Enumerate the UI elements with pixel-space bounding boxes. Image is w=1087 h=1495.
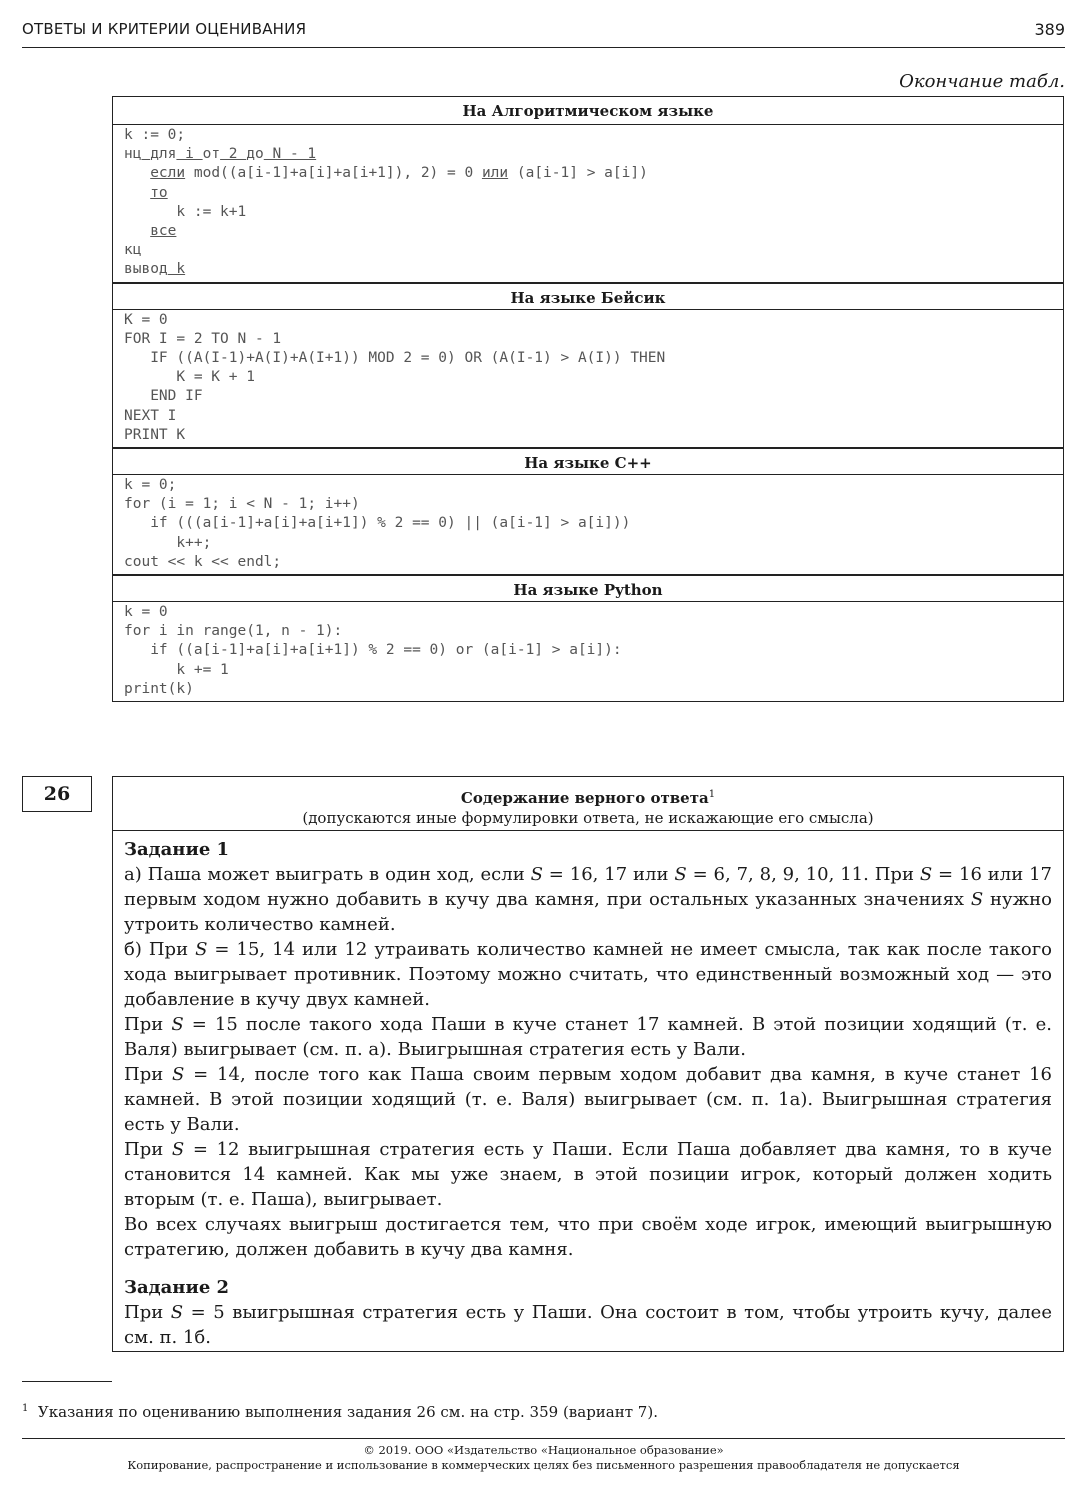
answer-title — [113, 785, 1063, 808]
code-text — [124, 165, 150, 181]
code-text: (a[i-1] > a[i]) — [508, 165, 648, 182]
code-text: mod((a[i-1]+a[i]+a[i+1]), 2) = 0 — [185, 165, 482, 182]
keyword: если — [150, 165, 186, 182]
answer-paragraph: При S = 14, после того как Паша своим первым ходом добавит два камня, в куче станет 16 камней. В этой позиции ходящий (т. е. Валя) выигрывает (см. п. 1а). Выигрышная стратегия есть у Вали. — [124, 1064, 1052, 1135]
code-text — [124, 185, 150, 201]
basic-code: K = 0 FOR I = 2 TO N - 1 IF ((A(I-1)+A(I)+A(I+1)) MOD 2 = 0) OR (A(I-1) > A(I)) THEN K = K + 1 END IF NEXT I PRINT K — [124, 311, 666, 443]
cpp-code: k = 0; for (i = 1; i < N - 1; i++) if (((a[i-1]+a[i]+a[i+1]) % 2 == 0) || (a[i-1] > a[i])) k++; cout << k << endl; — [124, 477, 631, 570]
footer-copyright: © 2019. ООО «Издательство «Национальное образование» — [363, 1443, 724, 1457]
keyword: то — [150, 184, 168, 201]
answer-subtitle: (допускаются иные формулировки ответа, не искажающие его смысла) — [302, 809, 874, 827]
code-text: вывод — [124, 261, 168, 278]
task-number: 26 — [22, 776, 92, 812]
keyword: 2 — [220, 146, 247, 163]
footnote-mark: 1 — [22, 1403, 29, 1414]
section-1-title: Задание 1 — [124, 839, 230, 860]
answer-paragraph: При S = 15 после такого хода Паши в куче станет 17 камней. В этой позиции ходящий (т. е. Валя) выигрывает (см. п. а). Выигрышная стратегия есть у Вали. — [124, 1014, 1052, 1060]
footer-divider — [22, 1438, 1065, 1439]
table-continuation-label: Окончание табл. — [899, 71, 1065, 92]
section-2-text — [124, 1300, 1052, 1350]
code-text: нц — [124, 146, 142, 163]
cpp-heading: На языке C++ — [113, 447, 1063, 475]
answer-paragraph: При S = 12 выигрышная стратегия есть у Паши. Если Паша добавляет два камня, то в куче становится 14 камней. Как мы уже знаем, в этой позиции игрок, который должен ходить вторым (т. е. Паша), выигрывает. — [124, 1139, 1052, 1210]
code-text: k := k+1 — [124, 203, 247, 220]
code-text: кц — [124, 242, 142, 259]
answer-paragraph: При S = 5 выигрышная стратегия есть у Паши. Она состоит в том, чтобы утроить кучу, далее см. п. 1б. — [124, 1302, 1052, 1348]
code-text: от — [202, 146, 221, 163]
algorithmic-heading: На Алгоритмическом языке — [113, 97, 1063, 125]
header-divider — [22, 47, 1065, 48]
algorithmic-code — [113, 125, 1063, 282]
footnote-text: Указания по оцениванию выполнения задания 26 см. на стр. 359 (вариант 7). — [37, 1403, 658, 1421]
python-heading: На языке Python — [113, 574, 1063, 602]
answer-paragraph: а) Паша может выиграть в один ход, если S = 16, 17 или S = 6, 7, 8, 9, 10, 11. При S = 16 или 17 первым ходом нужно добавить в кучу два камня, при остальных указанных значениях S нужно утроить количество камней. — [124, 864, 1053, 935]
code-text: до — [246, 146, 264, 163]
answer-title-text: Содержание верного ответа — [460, 789, 709, 807]
answer-paragraph: б) При S = 15, 14 или 12 утраивать количество камней не имеет смысла, так как после такого хода выигрывает противник. Поэтому можно считать, что единственный возможный ход — это добавление в кучу двух камней. — [124, 939, 1052, 1010]
answer-header — [113, 777, 1063, 831]
code-table — [112, 96, 1064, 702]
answer-footnote-mark: 1 — [708, 789, 716, 800]
code-text: для — [150, 146, 177, 163]
keyword: k — [167, 261, 186, 278]
page-number: 389 — [1034, 20, 1065, 39]
keyword: N - 1 — [263, 146, 317, 163]
answer-box — [112, 776, 1064, 1352]
keyword: все — [150, 223, 177, 240]
answer-body — [113, 831, 1063, 1350]
footer-rights: Копирование, распространение и использование в коммерческих целях без письменного разрешения правообладателя не допускается — [127, 1458, 960, 1472]
basic-heading: На языке Бейсик — [113, 282, 1063, 310]
running-header-title: ОТВЕТЫ И КРИТЕРИИ ОЦЕНИВАНИЯ — [22, 20, 307, 38]
section-1-text — [124, 862, 1052, 1262]
python-code: k = 0 for i in range(1, n - 1): if ((a[i-1]+a[i]+a[i+1]) % 2 == 0) or (a[i-1] > a[i]): k += 1 print(k) — [124, 604, 622, 697]
footnote-divider — [22, 1381, 112, 1382]
section-2-title: Задание 2 — [124, 1277, 230, 1298]
keyword: i — [176, 146, 203, 163]
answer-paragraph: Во всех случаях выигрыш достигается тем, что при своём ходе игрок, имеющий выигрышную стратегию, должен добавить в кучу два камня. — [124, 1214, 1052, 1260]
code-text: k := 0; — [124, 127, 186, 143]
code-text — [124, 223, 150, 239]
keyword: или — [481, 165, 509, 182]
footnote — [22, 1399, 658, 1422]
keyword — [141, 146, 150, 162]
